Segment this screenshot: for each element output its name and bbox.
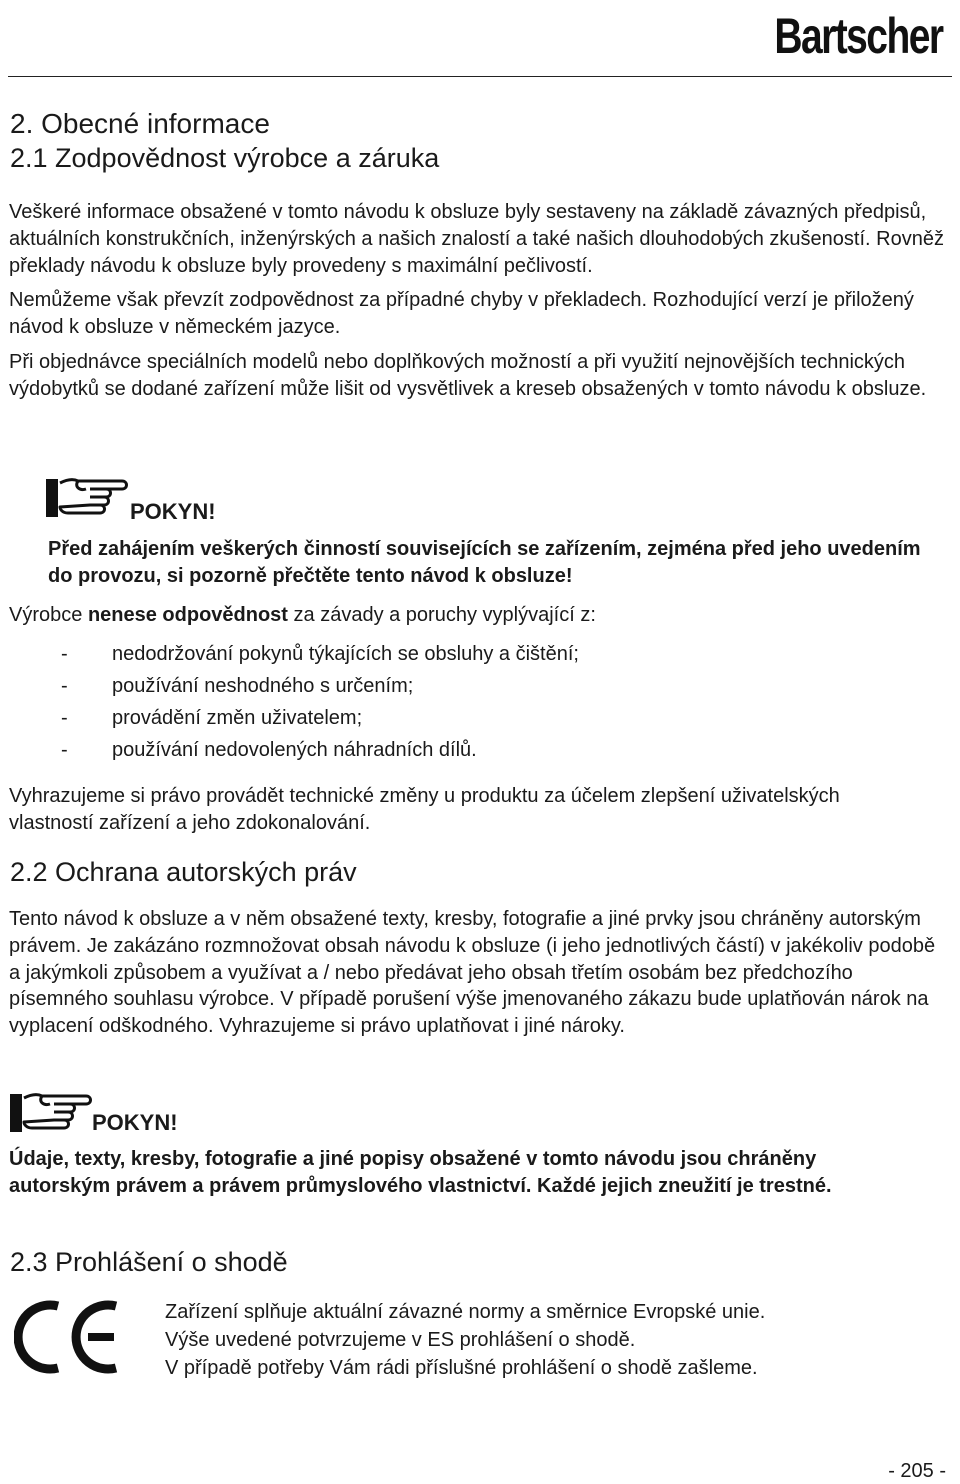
note-1-text: Před zahájením veškerých činností souvisejících se zařízením, zejména před jeho uvedením do provozu, si pozorně přečtěte tento návod k obsluze!: [48, 538, 921, 587]
ce-line-3: V případě potřeby Vám rádi příslušné prohlášení o shodě zašleme.: [165, 1357, 758, 1379]
pointing-hand-icon: [8, 1090, 94, 1136]
note-2-text: Údaje, texty, kresby, fotografie a jiné popisy obsažené v tomto návodu jsou chráněny autorským právem a právem průmyslového vlastnictví. Každé jejich zneužití je trestné.: [9, 1148, 832, 1197]
s22-para-1: Tento návod k obsluze a v něm obsažené texty, kresby, fotografie a jiné prvky jsou chráněny autorským právem. Je zakázáno rozmnožovat obsah návodu k obsluze (i jeho jednotlivých částí) v jakékoliv podobě a jakýmkoli způsobem a využívat a / nebo předávat jeho obsah třetím osobám bez předchozího písemného souhlasu výrobce. V případě porušení výše jmenovaného zákazu bude uplatňován nárok na vyplacení odškodného. Vyhrazujeme si právo uplatňovat i jiné nároky.: [9, 908, 936, 1038]
s21-para-2: Nemůžeme však převzít zodpovědnost za případné chyby v překladech. Rozhodující verzí je přiložený návod k obsluze v německém jazyce.: [9, 289, 914, 339]
pointing-hand-icon: [44, 475, 130, 521]
liability-intro: [9, 602, 954, 629]
note-2-label: POKYN!: [92, 1110, 178, 1135]
ce-line-1: Zařízení splňuje aktuální závazné normy a směrnice Evropské unie.: [165, 1301, 766, 1323]
header-divider: [8, 76, 952, 77]
list-item: - používání neshodného s určením;: [61, 675, 414, 697]
ce-declaration: [165, 1298, 765, 1382]
section-title: 2. Obecné informace: [10, 108, 270, 139]
s21-body: [9, 199, 954, 403]
s21-para-3: Při objednávce speciálních modelů nebo doplňkových možností a při využití nejnovějších technických výdobytků se dodané zařízení může lišit od vysvětlivek a kreseb obsažených v tomto návodu k obsluze.: [9, 350, 927, 400]
subsection-2-2-title: 2.2 Ochrana autorských práv: [10, 857, 357, 887]
page-number: - 205 -: [888, 1460, 946, 1482]
liability-list: [9, 638, 909, 766]
list-item: - používání nedovolených náhradních dílů.: [61, 739, 477, 761]
bartscher-logo: Bartscher: [773, 8, 942, 64]
liability-bold: nenese odpovědnost: [87, 604, 288, 626]
s21-para-1: Veškeré informace obsažené v tomto návodu k obsluze byly sestaveny na základě závazných předpisů, aktuálních konstrukčních, inženýrských a našich znalostí a také našich dlouhodobých zkušeností. Rovněž překlady návodu k obsluze byly provedeny s maximální pečlivostí.: [9, 201, 944, 277]
subsection-2-1-title: 2.1 Zodpovědnost výrobce a záruka: [10, 143, 440, 173]
s21-para-4: Vyhrazujeme si právo provádět technické změny u produktu za účelem zlepšení uživatelských vlastností zařízení a jeho zdokonalování.: [9, 785, 840, 834]
liability-suffix: za závady a poruchy vyplývající z:: [287, 604, 596, 626]
subsection-2-3-title: 2.3 Prohlášení o shodě: [10, 1247, 288, 1277]
ce-mark-icon: [14, 1298, 124, 1376]
note-1-label: POKYN!: [130, 499, 216, 524]
list-item: - provádění změn uživatelem;: [61, 707, 363, 729]
list-item: - nedodržování pokynů týkajících se obsluhy a čištění;: [61, 643, 579, 665]
ce-line-2: Výše uvedené potvrzujeme v ES prohlášení o shodě.: [165, 1329, 636, 1351]
liability-prefix: Výrobce: [9, 604, 88, 626]
